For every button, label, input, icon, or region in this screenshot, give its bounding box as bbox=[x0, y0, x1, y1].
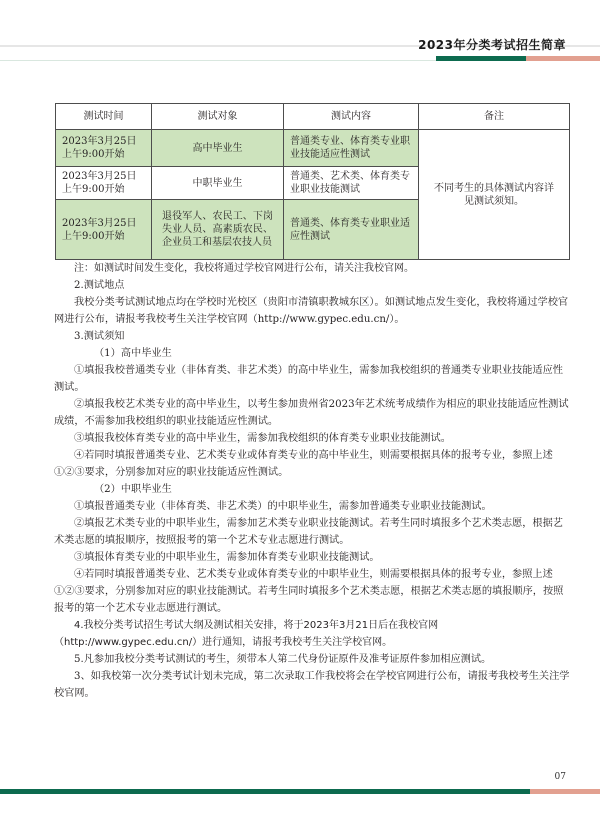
header-thin-line bbox=[0, 60, 436, 61]
cell-time: 2023年3月25日 上午9:00开始 bbox=[56, 200, 152, 260]
cell-content: 普通类专业、体育类专业职业技能适应性测试 bbox=[284, 130, 419, 167]
cell-target: 中职毕业生 bbox=[152, 167, 284, 200]
subsection-title-vocational: （2）中职毕业生 bbox=[94, 484, 172, 495]
highschool-item: ④若同时填报普通类专业、艺术类专业或体育类专业的高中毕业生，则需要根据具体的报考专业，参照上述①②③要求，分别参加对应的职业技能适应性测试。 bbox=[54, 450, 553, 478]
col-header-remark: 备注 bbox=[419, 104, 570, 130]
page-header-title: 2023年分类考试招生简章 bbox=[418, 38, 566, 52]
second-round-notice: 3、如我校第一次分类考试计划未完成，第二次录取工作我校将会在学校官网进行公布，请报考我校考生关注学校官网。 bbox=[54, 671, 570, 699]
body-text bbox=[54, 260, 570, 702]
col-header-content: 测试内容 bbox=[284, 104, 419, 130]
header-accent-green bbox=[436, 56, 526, 61]
highschool-item: ②填报我校艺术类专业的高中毕业生，以考生参加贵州省2023年艺术统考成绩作为相应的职业技能适应性测试成绩，不需参加我校组织的职业技能适应性测试。 bbox=[54, 399, 569, 427]
test-schedule-table bbox=[55, 103, 570, 260]
cell-content: 普通类、艺术类、体育类专业职业技能测试 bbox=[284, 167, 419, 200]
cell-target: 退役军人、农民工、下岗失业人员、高素质农民、企业员工和基层农技人员 bbox=[152, 200, 284, 260]
col-header-target: 测试对象 bbox=[152, 104, 284, 130]
page-number: 07 bbox=[554, 772, 566, 782]
schedule-note: 注：如测试时间发生变化，我校将通过学校官网进行公布，请关注我校官网。 bbox=[74, 263, 414, 274]
table-header-row bbox=[56, 104, 570, 130]
cell-remark: 不同考生的具体测试内容详见测试须知。 bbox=[419, 130, 570, 260]
cell-time: 2023年3月25日 上午9:00开始 bbox=[56, 130, 152, 167]
header-accent-red bbox=[526, 56, 600, 61]
footer-accent-red bbox=[530, 789, 600, 794]
highschool-item: ①填报我校普通类专业（非体育类、非艺术类）的高中毕业生，需参加我校组织的普通类专业职业技能适应性测试。 bbox=[54, 365, 563, 393]
vocational-item: ④若同时填报普通类专业、艺术类专业或体育类专业的中职毕业生，则需要根据具体的报考专业，参照上述①②③要求，分别参加对应的职业技能测试。若考生同时填报多个艺术类志愿，根据艺术类志愿的填报顺序，按照报考的第一个艺术专业志愿进行测试。 bbox=[54, 569, 564, 614]
vocational-item: ③填报体育类专业的中职毕业生，需参加体育类专业职业技能测试。 bbox=[74, 552, 380, 563]
section-title-location: 2.测试地点 bbox=[74, 280, 125, 291]
cell-content: 普通类、体育类专业职业适应性测试 bbox=[284, 200, 419, 260]
cell-time: 2023年3月25日 上午9:00开始 bbox=[56, 167, 152, 200]
vocational-item: ②填报艺术类专业的中职毕业生，需参加艺术类专业职业技能测试。若考生同时填报多个艺术类志愿，根据艺术类志愿的填报顺序，按照报考的第一个艺术专业志愿进行测试。 bbox=[54, 518, 563, 546]
syllabus-notice: 4.我校分类考试招生考试大纲及测试相关安排，将于2023年3月21日后在我校官网（http://www.gypec.edu.cn/）进行通知，请报考我校考生关注学校官网。 bbox=[54, 620, 439, 648]
footer-accent-green bbox=[0, 789, 530, 794]
vocational-item: ①填报普通类专业（非体育类、非艺术类）的中职毕业生，需参加普通类专业职业技能测试。 bbox=[74, 501, 492, 512]
cell-target: 高中毕业生 bbox=[152, 130, 284, 167]
table-row bbox=[56, 130, 570, 167]
col-header-time: 测试时间 bbox=[56, 104, 152, 130]
id-requirement: 5.凡参加我校分类考试测试的考生，须带本人第二代身份证原件及准考证原件参加相应测试。 bbox=[74, 654, 492, 665]
subsection-title-highschool: （1）高中毕业生 bbox=[94, 348, 172, 359]
highschool-item: ③填报我校体育类专业的高中毕业生，需参加我校组织的体育类专业职业技能测试。 bbox=[74, 433, 451, 444]
location-paragraph: 我校分类考试测试地点均在学校时光校区（贵阳市清镇职教城东区）。如测试地点发生变化，我校将通过学校官网进行公布，请报考我校考生关注学校官网（http://www.gypec.edu.cn/）。 bbox=[54, 297, 569, 325]
section-title-notice: 3.测试须知 bbox=[74, 331, 125, 342]
